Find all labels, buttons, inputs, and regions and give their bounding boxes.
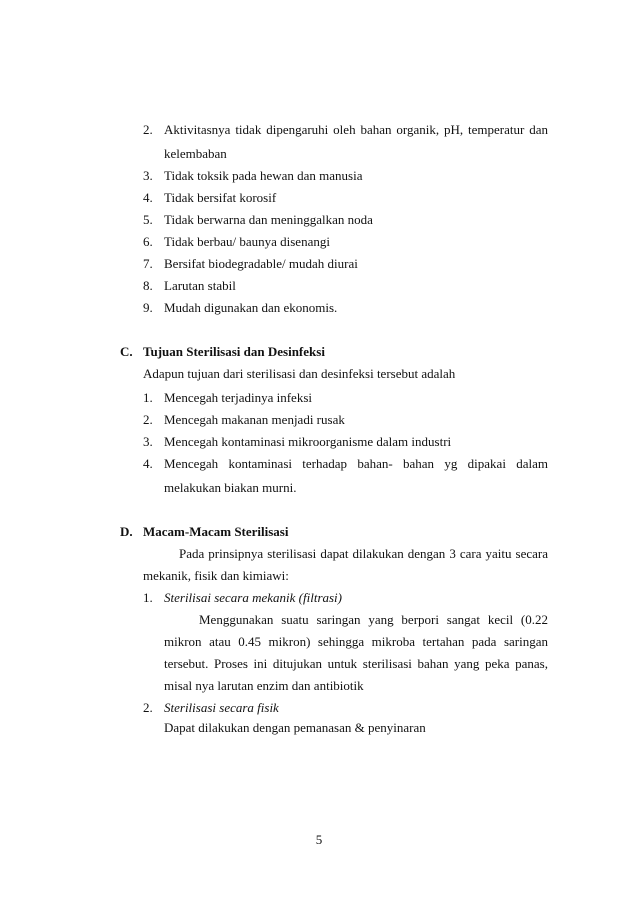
list-item-continuation: kelembaban bbox=[164, 146, 227, 161]
subsection-title: Sterilisai secara mekanik (filtrasi) bbox=[164, 590, 343, 605]
paragraph-text: tersebut. Proses ini ditujukan untuk sterilisasi bahan yang peka panas, bbox=[164, 656, 548, 671]
list-item-text: Tidak berbau/ baunya disenangi bbox=[164, 234, 330, 249]
list-item-continuation: melakukan biakan murni. bbox=[164, 480, 297, 495]
paragraph-text: Dapat dilakukan dengan pemanasan & penyinaran bbox=[164, 720, 426, 735]
list-item-number: 1. bbox=[143, 390, 153, 405]
paragraph-text: Menggunakan suatu saringan yang berpori sangat kecil (0.22 bbox=[199, 612, 548, 627]
list-item-number: 3. bbox=[143, 168, 153, 183]
list-item-text: Mudah digunakan dan ekonomis. bbox=[164, 300, 338, 315]
list-item-number: 4. bbox=[143, 456, 153, 471]
list-item-text: Mencegah kontaminasi terhadap bahan- bahan yg dipakai dalam bbox=[164, 456, 548, 471]
list-item-number: 2. bbox=[143, 412, 153, 427]
paragraph-text: misal nya larutan enzim dan antibiotik bbox=[164, 678, 364, 693]
section-letter: D. bbox=[120, 524, 133, 539]
list-item-text: Tidak bersifat korosif bbox=[164, 190, 277, 205]
list-item-text: Mencegah terjadinya infeksi bbox=[164, 390, 312, 405]
list-item-number: 2. bbox=[143, 700, 153, 715]
paragraph-text: Adapun tujuan dari sterilisasi dan desinfeksi tersebut adalah bbox=[143, 366, 456, 381]
list-item-number: 9. bbox=[143, 300, 153, 315]
paragraph-text: Pada prinsipnya sterilisasi dapat dilakukan dengan 3 cara yaitu secara bbox=[179, 546, 548, 561]
page-number: 5 bbox=[315, 832, 323, 847]
paragraph-text: mekanik, fisik dan kimiawi: bbox=[143, 568, 289, 583]
list-item-number: 8. bbox=[143, 278, 153, 293]
paragraph-text: mikron atau 0.45 mikron) sehingga mikroba tertahan pada saringan bbox=[164, 634, 548, 649]
list-item-number: 6. bbox=[143, 234, 153, 249]
section-heading: Macam-Macam Sterilisasi bbox=[143, 524, 289, 539]
section-heading: Tujuan Sterilisasi dan Desinfeksi bbox=[143, 344, 325, 359]
section-letter: C. bbox=[120, 344, 133, 359]
list-item-text: Mencegah kontaminasi mikroorganisme dalam industri bbox=[164, 434, 452, 449]
list-item-number: 4. bbox=[143, 190, 153, 205]
list-item-text: Bersifat biodegradable/ mudah diurai bbox=[164, 256, 358, 271]
list-item-text: Tidak toksik pada hewan dan manusia bbox=[164, 168, 363, 183]
list-item-text: Aktivitasnya tidak dipengaruhi oleh bahan organik, pH, temperatur dan bbox=[164, 122, 548, 137]
subsection-title: Sterilisasi secara fisik bbox=[164, 700, 279, 715]
list-item-number: 2. bbox=[143, 122, 153, 137]
list-item-number: 1. bbox=[143, 590, 153, 605]
list-item-text: Larutan stabil bbox=[164, 278, 236, 293]
list-item-number: 7. bbox=[143, 256, 153, 271]
list-item-text: Mencegah makanan menjadi rusak bbox=[164, 412, 345, 427]
list-item-number: 3. bbox=[143, 434, 153, 449]
list-item-number: 5. bbox=[143, 212, 153, 227]
list-item-text: Tidak berwarna dan meninggalkan noda bbox=[164, 212, 373, 227]
